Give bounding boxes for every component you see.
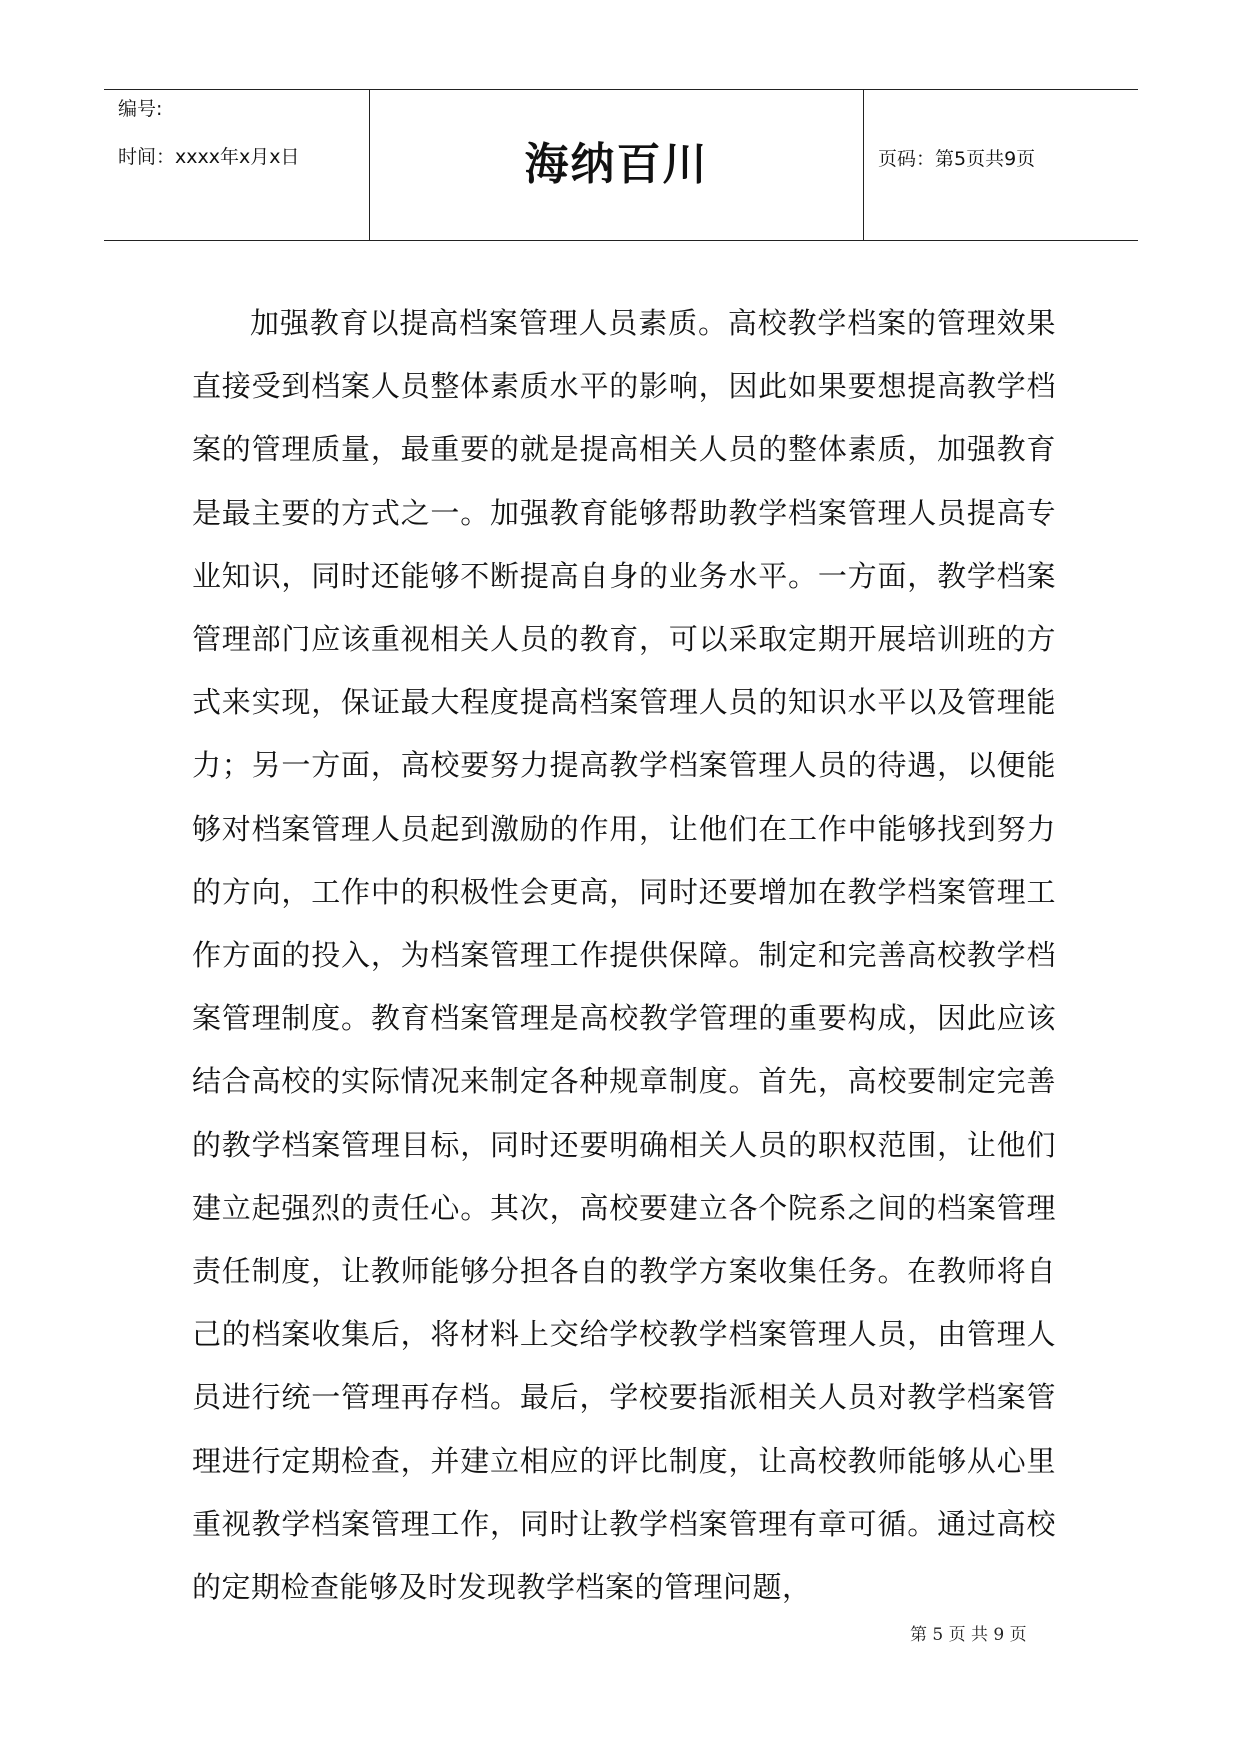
footer-page-number: 第 5 页 共 9 页 [910, 1625, 1027, 1645]
header-page-number: 页码：第5页共9页 [878, 148, 1036, 170]
header-page-cell [864, 90, 1138, 240]
document-number-label: 编号: [118, 98, 163, 120]
document-time-label: 时间：xxxx年x月x日 [118, 146, 300, 168]
body-paragraph: 加强教育以提高档案管理人员素质。高校教学档案的管理效果直接受到档案人员整体素质水平的影响，因此如果要想提高教学档案的管理质量，最重要的就是提高相关人员的整体素质，加强教育是最主要的方式之一。加强教育能够帮助教学档案管理人员提高专业知识，同时还能够不断提高自身的业务水平。一方面，教学档案管理部门应该重视相关人员的教育，可以采取定期开展培训班的方式来实现，保证最大程度提高档案管理人员的知识水平以及管理能力；另一方面，高校要努力提高教学档案管理人员的待遇，以便能够对档案管理人员起到激励的作用，让他们在工作中能够找到努力的方向，工作中的积极性会更高，同时还要增加在教学档案管理工作方面的投入，为档案管理工作提供保障。制定和完善高校教学档案管理制度。教育档案管理是高校教学管理的重要构成，因此应该结合高校的实际情况来制定各种规章制度。首先，高校要制定完善的教学档案管理目标，同时还要明确相关人员的职权范围，让他们建立起强烈的责任心。其次，高校要建立各个院系之间的档案管理责任制度，让教师能够分担各自的教学方案收集任务。在教师将自己的档案收集后，将材料上交给学校教学档案管理人员，由管理人员进行统一管理再存档。最后，学校要指派相关人员对教学档案管理进行定期检查，并建立相应的评比制度，让高校教师能够从心里重视教学档案管理工作，同时让教学档案管理有章可循。通过高校的定期检查能够及时发现教学档案的管理问题， [192, 306, 1056, 1605]
document-title: 海纳百川 [524, 139, 709, 190]
header-info-cell [104, 90, 370, 240]
document-header [104, 89, 1138, 241]
header-title-cell [370, 90, 864, 240]
